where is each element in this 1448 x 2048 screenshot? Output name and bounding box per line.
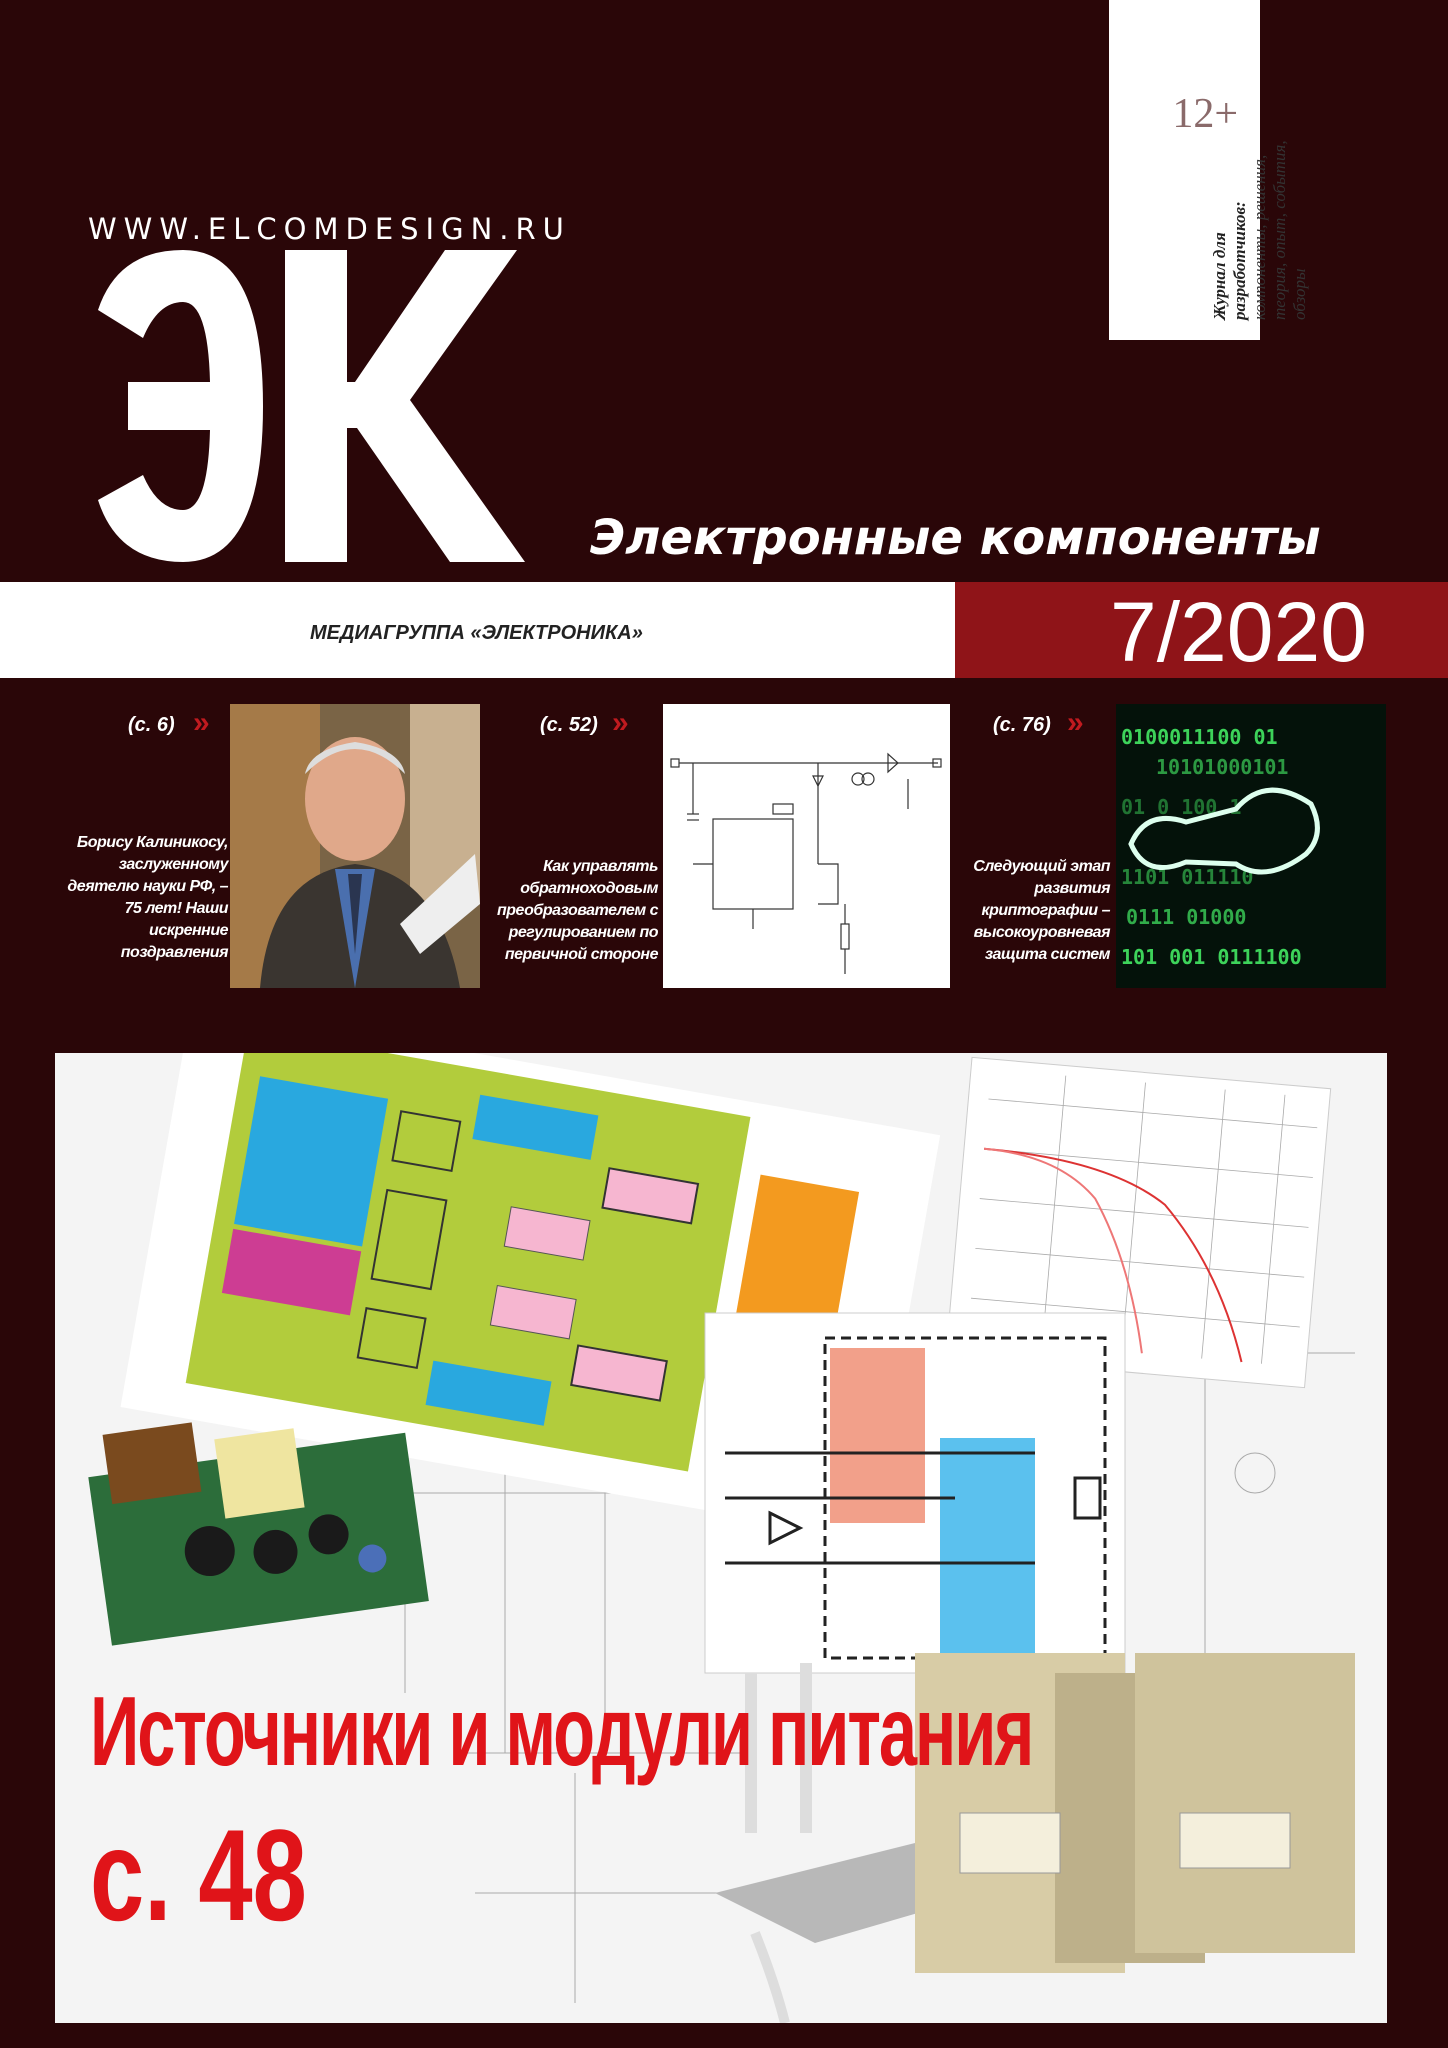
teaser-3-crypto-image[interactable] xyxy=(1116,704,1386,988)
teaser-2-text: Как управлять обратноходовым преобразователем с регулированием по первичной стороне xyxy=(497,858,658,963)
cover-page-ref: с. 48 xyxy=(90,1802,307,1948)
teaser-3-text: Следующий этап развития криптографии – высокоуровневая защита систем xyxy=(973,858,1110,963)
website-url: WWW.ELCOMDESIGN.RU xyxy=(88,212,571,246)
teaser-3-page: (с. 76) xyxy=(993,714,1051,736)
teaser-2-page: (с. 52) xyxy=(540,714,598,736)
svg-text:10101000101: 10101000101 xyxy=(1156,755,1289,779)
teaser-3-chevron: » xyxy=(1067,706,1084,739)
teaser-1-photo[interactable] xyxy=(230,704,480,988)
svg-text:01 0 100 1: 01 0 100 1 xyxy=(1121,795,1242,819)
cover-headline: Источники и модули питания xyxy=(90,1676,1033,1786)
teaser-1-page: (с. 6) xyxy=(128,714,175,736)
svg-text:101 001 0111100: 101 001 0111100 xyxy=(1121,945,1302,969)
logo-letter-k xyxy=(285,250,525,562)
publisher-name: МЕДИАГРУППА «ЭЛЕКТРОНИКА» xyxy=(310,622,643,644)
svg-text:1101 011110: 1101 011110 xyxy=(1121,865,1254,889)
publisher-band xyxy=(0,582,955,678)
logo-letter-e xyxy=(88,250,263,562)
tagline-rest: компоненты, решения, теория, опыт, события, обзоры xyxy=(1250,140,1309,320)
teaser-2-schematic[interactable] xyxy=(663,704,950,988)
magazine-subtitle: Электронные компоненты xyxy=(590,510,1321,566)
teaser-2-chevron: » xyxy=(612,706,629,739)
tagline xyxy=(1210,110,1310,320)
teaser-1-text: Борису Калиникосу, заслуженному деятелю науки РФ, – 75 лет! Наши искренние поздравления xyxy=(67,834,228,961)
svg-text:0100011100 01: 0100011100 01 xyxy=(1121,725,1278,749)
age-rating: 12+ xyxy=(1172,91,1238,137)
svg-text:0111 01000: 0111 01000 xyxy=(1126,905,1247,929)
tagline-bold: Журнал для разработчиков: xyxy=(1210,201,1249,320)
teaser-1-chevron: » xyxy=(193,706,210,739)
side-tab xyxy=(1105,0,1309,340)
issue-band xyxy=(955,582,1448,678)
issue-number: 7/2020 xyxy=(1110,585,1367,679)
